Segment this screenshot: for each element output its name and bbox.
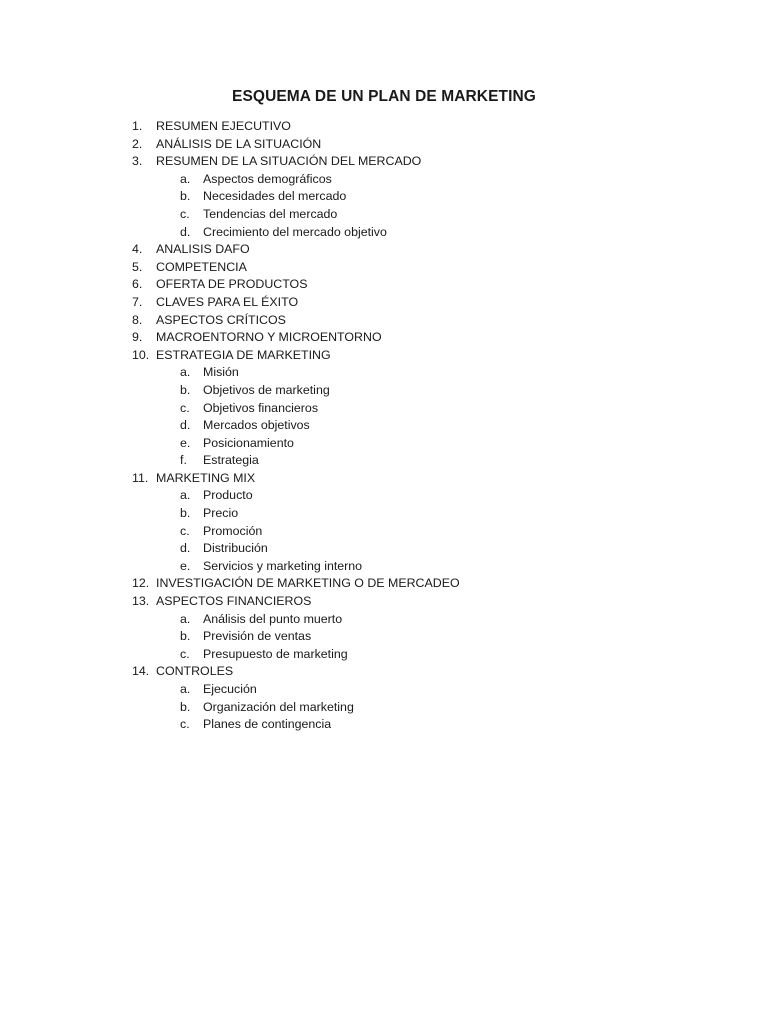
item-text: ANÁLISIS DE LA SITUACIÓN <box>156 136 322 151</box>
outline-subitem <box>0 487 768 505</box>
item-text: Posicionamiento <box>203 435 294 450</box>
outline-item <box>0 136 768 154</box>
item-text: Aspectos demográficos <box>203 171 332 186</box>
outline-item <box>0 241 768 259</box>
outline-subitem <box>0 523 768 541</box>
outline-subitem <box>0 699 768 717</box>
item-text: Previsión de ventas <box>203 629 312 644</box>
outline-item <box>0 294 768 312</box>
item-marker: b. <box>180 699 191 714</box>
item-text: Producto <box>203 488 253 503</box>
outline-item <box>0 312 768 330</box>
item-text: ASPECTOS FINANCIEROS <box>156 594 312 609</box>
item-marker: c. <box>180 646 190 661</box>
outline-subitem <box>0 224 768 242</box>
item-marker: 3. <box>132 154 143 169</box>
item-marker: 6. <box>132 277 143 292</box>
outline-subitem <box>0 611 768 629</box>
item-text: ANALISIS DAFO <box>156 242 250 257</box>
item-marker: b. <box>180 189 191 204</box>
outline-subitem <box>0 171 768 189</box>
item-marker: b. <box>180 382 191 397</box>
item-text: Análisis del punto muerto <box>203 611 343 626</box>
item-text: ASPECTOS CRÍTICOS <box>156 312 286 327</box>
item-text: RESUMEN DE LA SITUACIÓN DEL MERCADO <box>156 154 422 169</box>
item-text: Crecimiento del mercado objetivo <box>203 224 387 239</box>
item-text: Servicios y marketing interno <box>203 558 363 573</box>
item-marker: a. <box>180 365 191 380</box>
item-text: Objetivos financieros <box>203 400 319 415</box>
outline-subitem <box>0 417 768 435</box>
item-marker: c. <box>180 400 190 415</box>
item-marker: a. <box>180 171 191 186</box>
item-text: Distribución <box>203 541 268 556</box>
outline-subitem <box>0 364 768 382</box>
item-marker: a. <box>180 488 191 503</box>
outline-subitem <box>0 681 768 699</box>
outline-subitem <box>0 206 768 224</box>
item-marker: 8. <box>132 312 143 327</box>
outline-item <box>0 575 768 593</box>
item-text: Tendencias del mercado <box>203 206 338 221</box>
outline-item <box>0 153 768 171</box>
item-marker: e. <box>180 435 191 450</box>
item-marker: 1. <box>132 119 143 133</box>
item-text: INVESTIGACIÓN DE MARKETING O DE MERCADEO <box>156 576 460 591</box>
item-text: Ejecución <box>203 682 257 696</box>
item-marker: a. <box>180 682 191 696</box>
item-text: CONTROLES <box>156 664 234 679</box>
item-text: MACROENTORNO Y MICROENTORNO <box>156 330 382 345</box>
outline-subitem <box>0 646 768 664</box>
item-text: Organización del marketing <box>203 699 354 714</box>
outline-subitem <box>0 400 768 418</box>
item-text: Presupuesto de marketing <box>203 646 348 661</box>
item-marker: 5. <box>132 259 143 274</box>
outline-item <box>0 663 768 681</box>
item-text: CLAVES PARA EL ÉXITO <box>156 294 299 309</box>
outline-subitem <box>0 540 768 558</box>
item-marker: 12. <box>132 576 150 591</box>
item-text: RESUMEN EJECUTIVO <box>156 119 291 133</box>
item-marker: e. <box>180 558 191 573</box>
item-text: Estrategia <box>203 453 259 468</box>
outline-subitem <box>0 435 768 453</box>
item-marker: d. <box>180 224 191 239</box>
outline-subitem <box>0 628 768 646</box>
item-marker: c. <box>180 717 190 732</box>
outline-item <box>0 329 768 347</box>
item-text: Objetivos de marketing <box>203 382 330 397</box>
item-marker: 9. <box>132 330 143 345</box>
item-text: COMPETENCIA <box>156 259 247 274</box>
outline-subitem <box>0 188 768 206</box>
outline-item <box>0 593 768 611</box>
outline-item <box>0 276 768 294</box>
item-text: OFERTA DE PRODUCTOS <box>156 277 308 292</box>
item-marker: 13. <box>132 594 150 609</box>
item-text: Necesidades del mercado <box>203 189 347 204</box>
item-text: Planes de contingencia <box>203 717 332 732</box>
item-marker: 4. <box>132 242 143 257</box>
item-marker: c. <box>180 523 190 538</box>
item-marker: c. <box>180 206 190 221</box>
item-marker: b. <box>180 506 191 521</box>
item-marker: b. <box>180 629 191 644</box>
outline-subitem <box>0 558 768 576</box>
outline-item <box>0 470 768 488</box>
item-text: ESTRATEGIA DE MARKETING <box>156 347 331 362</box>
item-text: MARKETING MIX <box>156 470 256 485</box>
item-marker: d. <box>180 541 191 556</box>
item-text: Promoción <box>203 523 263 538</box>
item-text: Mercados objetivos <box>203 418 310 433</box>
item-marker: a. <box>180 611 191 626</box>
item-marker: 7. <box>132 294 143 309</box>
item-marker: f. <box>180 453 187 468</box>
item-marker: 2. <box>132 136 143 151</box>
item-text: Misión <box>203 365 239 380</box>
item-text: Precio <box>203 506 239 521</box>
outline-subitem <box>0 505 768 523</box>
item-marker: 11. <box>132 470 149 485</box>
item-marker: 10. <box>132 347 150 362</box>
outline-item <box>0 347 768 365</box>
outline-item <box>0 259 768 277</box>
outline-subitem <box>0 716 768 734</box>
outline-list <box>0 118 768 734</box>
outline-subitem <box>0 452 768 470</box>
outline-subitem <box>0 382 768 400</box>
item-marker: 14. <box>132 664 150 679</box>
item-marker: d. <box>180 418 191 433</box>
outline-item <box>0 118 768 136</box>
page-title: ESQUEMA DE UN PLAN DE MARKETING <box>232 88 536 105</box>
